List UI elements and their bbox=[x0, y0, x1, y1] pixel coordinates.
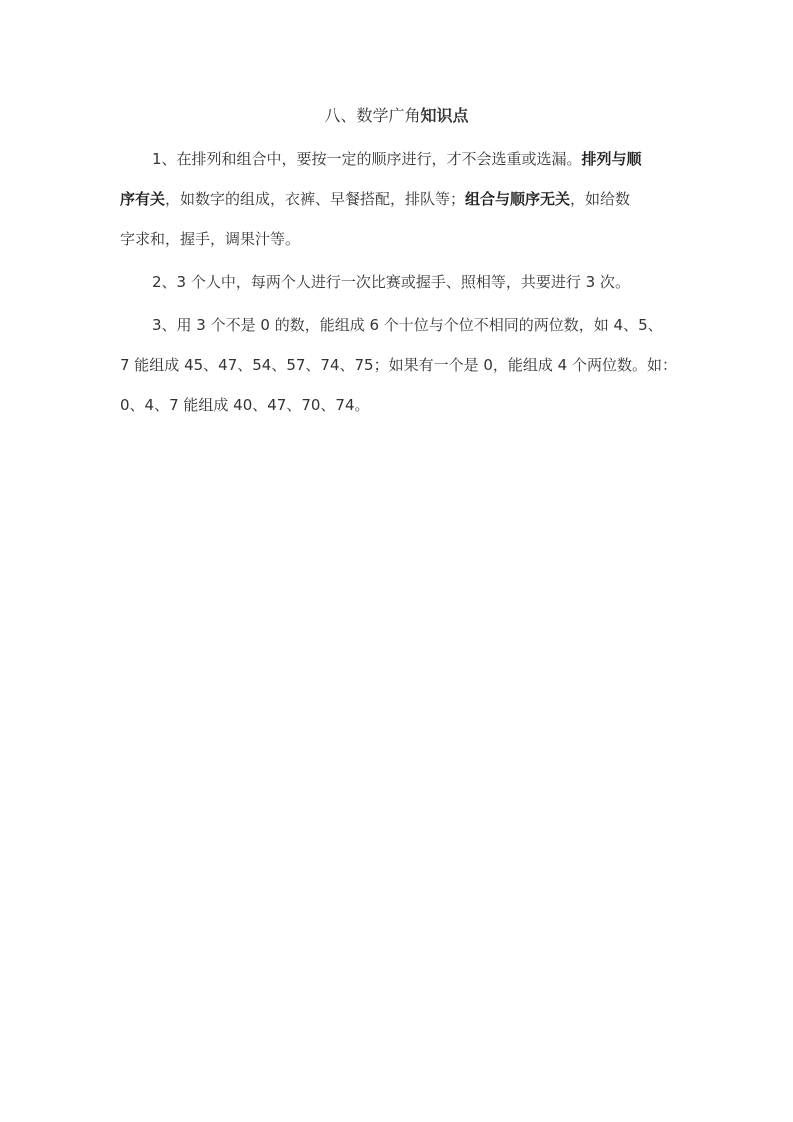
paragraph-3 bbox=[120, 305, 676, 425]
paragraph-2 bbox=[120, 262, 676, 302]
p1-bold-a: 排列与顺 bbox=[581, 150, 642, 168]
paragraph-1-line-1 bbox=[120, 139, 676, 179]
paragraph-2-line-1: 2、3 个人中，每两个人进行一次比赛或握手、照相等，共要进行 3 次。 bbox=[152, 273, 630, 291]
p1-text-a: 1、在排列和组合中，要按一定的顺序进行，才不会选重或选漏。 bbox=[152, 150, 582, 168]
title-bold-text: 知识点 bbox=[420, 106, 469, 125]
paragraph-1-line-2 bbox=[120, 179, 676, 219]
p1-text-b: ，如数字的组成，衣裤、早餐搭配，排队等； bbox=[165, 190, 466, 208]
paragraph-3-line-2: 7 能组成 45、47、54、57、74、75；如果有一个是 0，能组成 4 个两位数。如： bbox=[120, 356, 677, 374]
paragraph-3-line-3: 0、4、7 能组成 40、47、70、74。 bbox=[120, 396, 370, 414]
p1-text-c: ，如给数 bbox=[570, 190, 631, 208]
section-title bbox=[0, 104, 793, 128]
paragraph-3-line-1: 3、用 3 个不是 0 的数，能组成 6 个十位与个位不相同的两位数，如 4、5、 bbox=[152, 316, 663, 334]
paragraph-1 bbox=[120, 139, 676, 259]
p1-bold-c: 组合与顺序无关 bbox=[465, 190, 571, 208]
paragraph-1-line-3: 字求和，握手，调果汁等。 bbox=[120, 230, 301, 248]
title-text: 八、数学广角 bbox=[324, 106, 421, 125]
p1-bold-b: 序有关 bbox=[120, 190, 166, 208]
